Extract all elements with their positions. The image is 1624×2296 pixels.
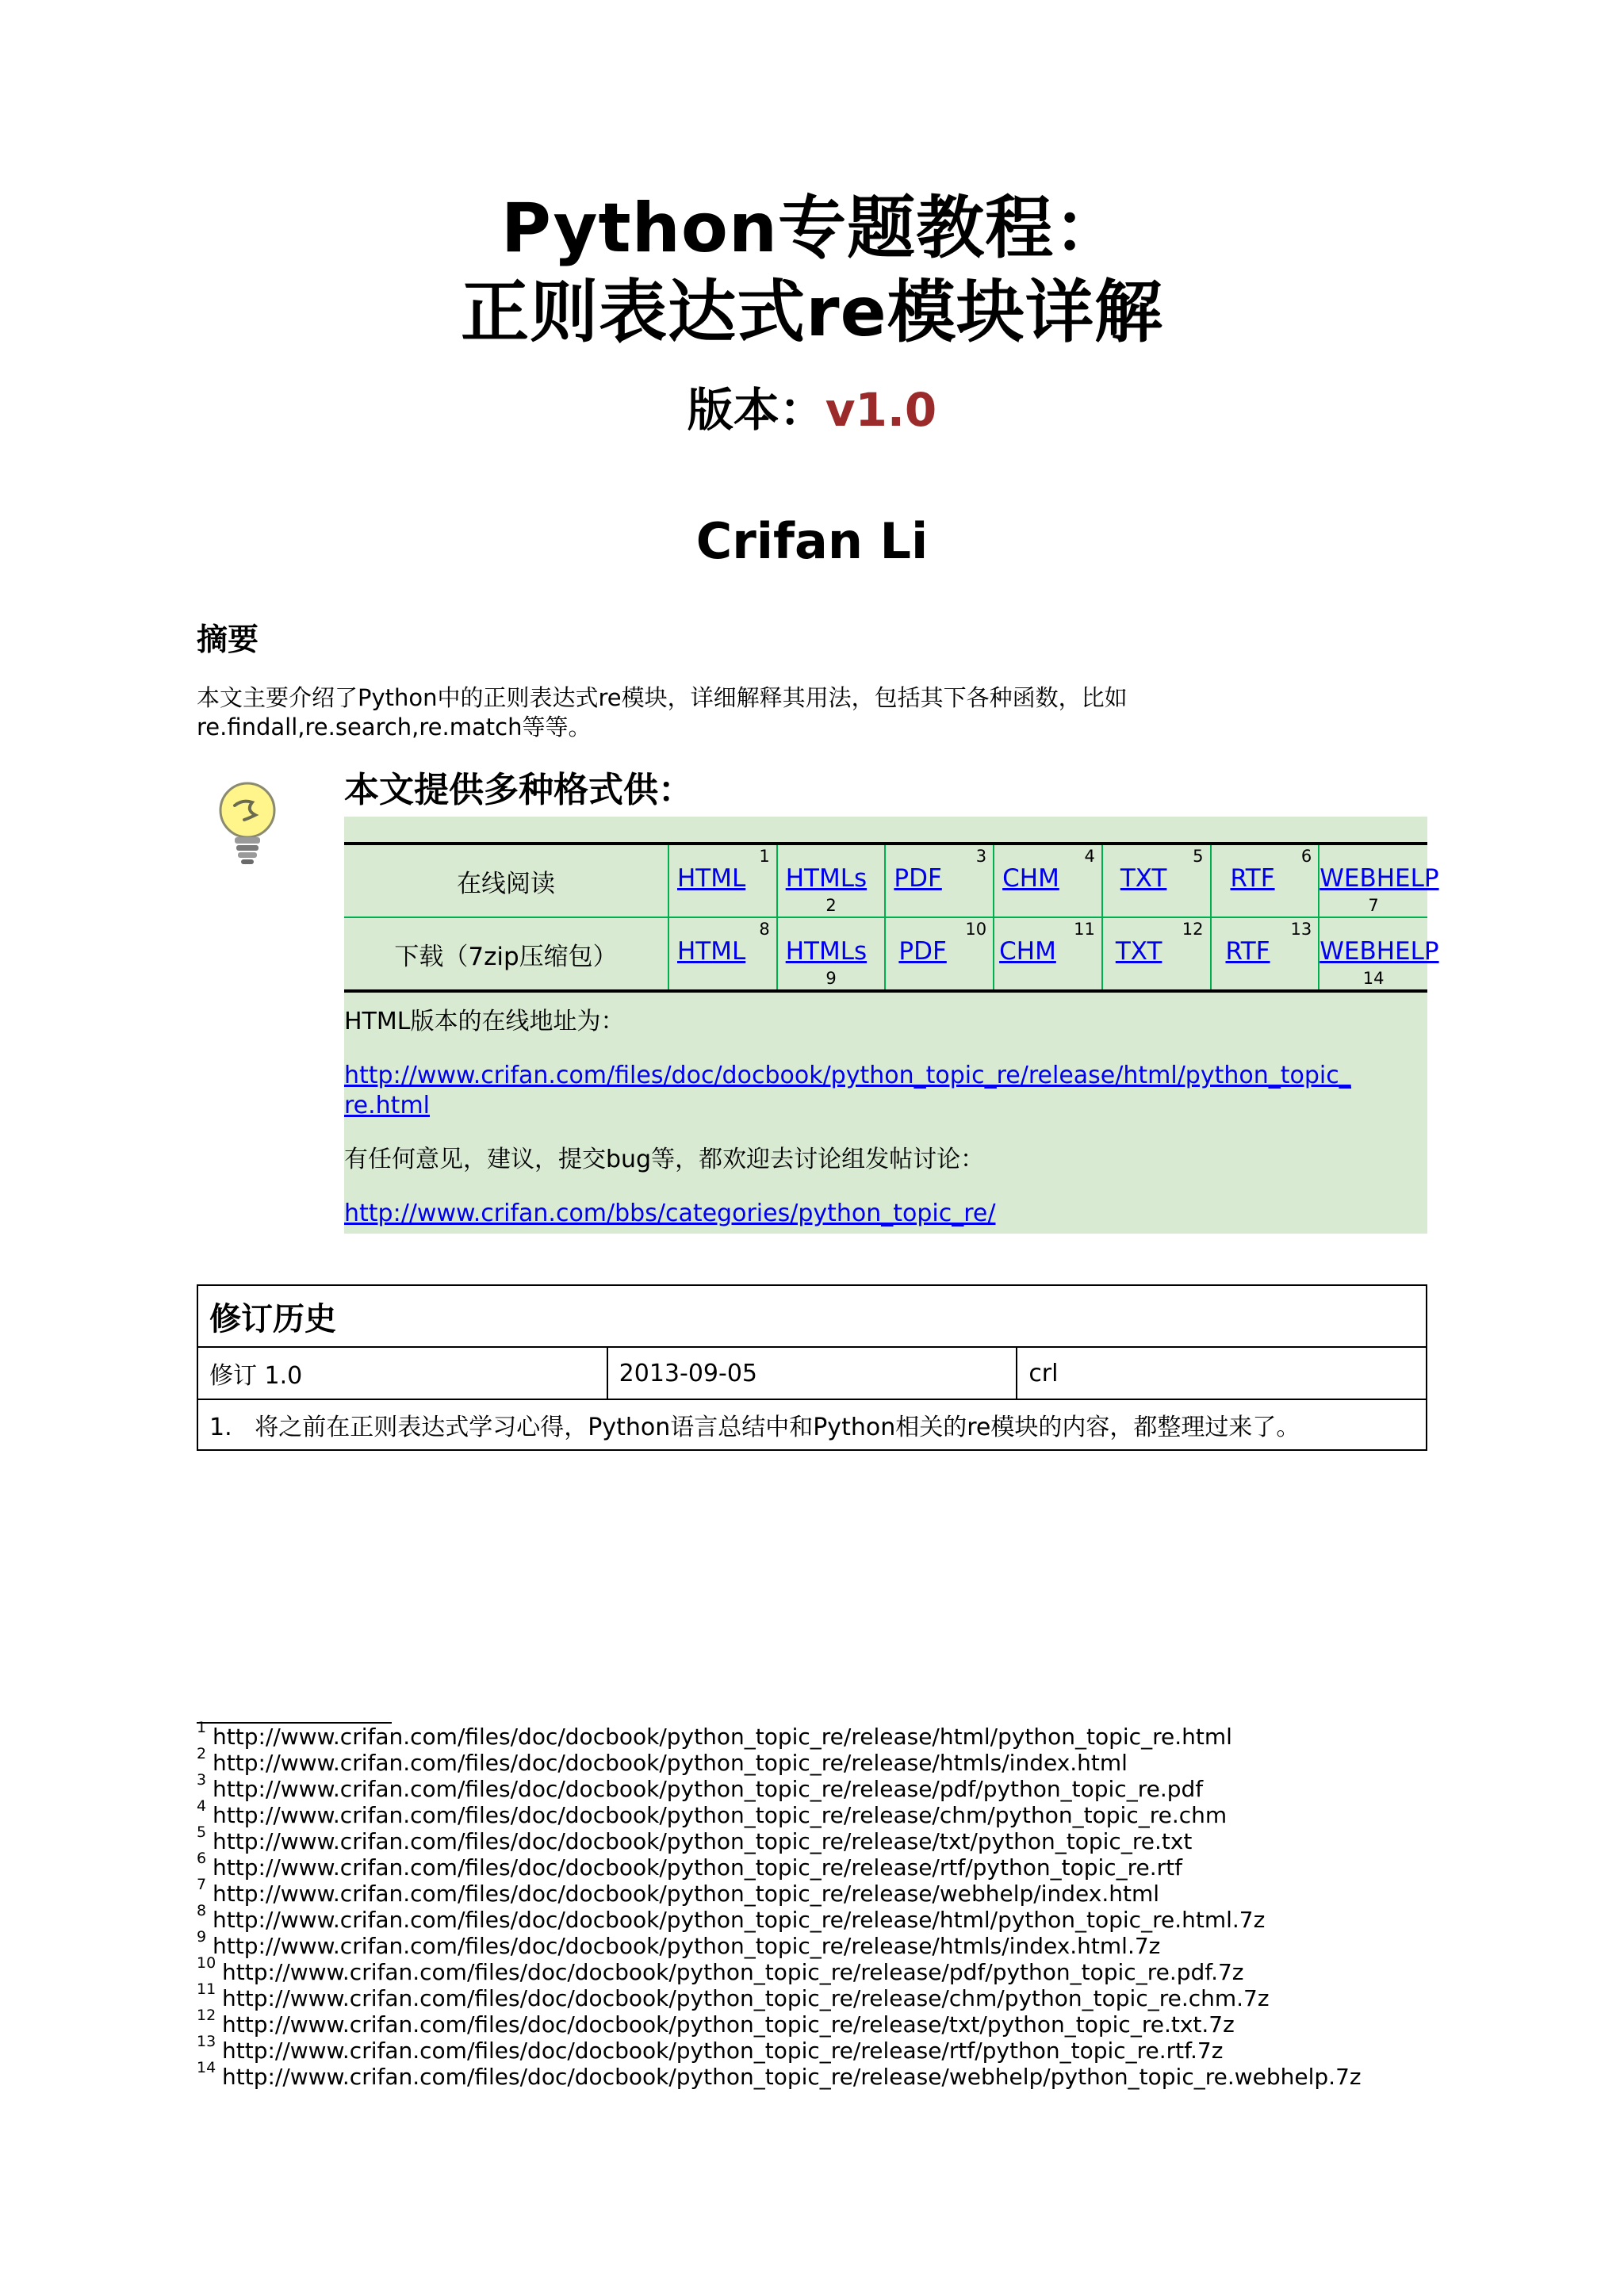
- link-online-html[interactable]: HTML: [677, 864, 746, 893]
- footnote-number: 6: [197, 1850, 207, 1867]
- footnote-ref[interactable]: 2: [825, 896, 837, 915]
- footnote-item: [197, 1954, 1545, 1985]
- footnote-url[interactable]: http://www.crifan.com/files/doc/docbook/python_topic_re/release/htmls/index.html: [213, 1750, 1128, 1776]
- footnote-number: 13: [197, 2033, 216, 2050]
- footnote-ref[interactable]: 12: [1182, 920, 1204, 939]
- link-download-chm[interactable]: CHM: [999, 937, 1056, 966]
- link-online-pdf[interactable]: PDF: [894, 864, 942, 893]
- footnote-number: 9: [197, 1928, 207, 1946]
- formats-box: [344, 817, 1439, 1234]
- footnote-url[interactable]: http://www.crifan.com/files/doc/docbook/python_topic_re/release/chm/python_topic_re.chm.7z: [222, 1985, 1270, 2011]
- footnote-item: [197, 2033, 1545, 2064]
- footnote-url[interactable]: http://www.crifan.com/files/doc/docbook/python_topic_re/release/txt/python_topic_re.txt.7z: [222, 2011, 1235, 2038]
- formats-heading: 本文提供多种格式供：: [344, 770, 693, 810]
- title-line-2: 正则表达式re模块详解: [461, 273, 1163, 352]
- link-online-chm[interactable]: CHM: [1002, 864, 1059, 893]
- footnote-item: [197, 1850, 1545, 1881]
- footnote-number: 2: [197, 1745, 207, 1762]
- online-address-link[interactable]: [344, 1061, 1375, 1121]
- footnote-ref[interactable]: 9: [825, 969, 837, 988]
- link-online-txt[interactable]: TXT: [1120, 864, 1167, 893]
- revision-date: 2013-09-05: [607, 1347, 1017, 1399]
- footnote-ref[interactable]: 6: [1300, 847, 1312, 866]
- footnote-number: 12: [197, 2007, 216, 2024]
- formats-row-download: [344, 917, 1427, 991]
- title-line-1: Python专题教程：: [500, 189, 1124, 268]
- author: Crifan Li: [695, 512, 929, 570]
- footnote-ref[interactable]: 14: [1362, 969, 1385, 988]
- footnote-ref[interactable]: 10: [965, 920, 987, 939]
- footnote-number: 10: [197, 1954, 216, 1972]
- footnote-ref[interactable]: 1: [759, 847, 770, 866]
- version-number: v1.0: [825, 383, 937, 437]
- footnote-item: [197, 1719, 1545, 1750]
- abstract-text: [197, 683, 1228, 742]
- footnote-item: [197, 2059, 1545, 2090]
- footnote-ref[interactable]: 8: [759, 920, 770, 939]
- footnote-url[interactable]: http://www.crifan.com/files/doc/docbook/python_topic_re/release/chm/python_topic_re.chm: [213, 1802, 1228, 1828]
- footnote-ref[interactable]: 13: [1290, 920, 1312, 939]
- footnote-url[interactable]: http://www.crifan.com/files/doc/docbook/python_topic_re/release/htmls/index.html.7z: [213, 1933, 1161, 1959]
- footnote-item: [197, 2007, 1545, 2038]
- link-online-htmls[interactable]: HTMLs: [785, 864, 868, 893]
- footnote-number: 4: [197, 1797, 207, 1815]
- footnote-number: 3: [197, 1771, 207, 1789]
- link-download-webhelp[interactable]: WEBHELP: [1320, 937, 1439, 966]
- footnote-ref[interactable]: 4: [1084, 847, 1095, 866]
- abstract-line-1: 本文主要介绍了Python中的正则表达式re模块，详细解释其用法，包括其下各种函数，比如: [197, 684, 1128, 711]
- footnote-ref[interactable]: 5: [1193, 847, 1204, 866]
- feedback-label: 有任何意见，建议，提交bug等，都欢迎去讨论组发帖讨论：: [344, 1146, 985, 1173]
- footnote-number: 14: [197, 2059, 216, 2076]
- formats-row-label: 在线阅读: [344, 844, 668, 917]
- footnote-url[interactable]: http://www.crifan.com/files/doc/docbook/python_topic_re/release/html/python_topic_re.html.7z: [213, 1907, 1266, 1933]
- footnote-item: [197, 1876, 1545, 1907]
- footnote-url[interactable]: http://www.crifan.com/files/doc/docbook/python_topic_re/release/webhelp/index.html: [213, 1881, 1160, 1907]
- footnote-url[interactable]: http://www.crifan.com/files/doc/docbook/python_topic_re/release/pdf/python_topic_re.pdf: [213, 1776, 1204, 1802]
- formats-row-online: [344, 844, 1427, 917]
- footnote-item: [197, 1902, 1545, 1933]
- link-download-html[interactable]: HTML: [677, 937, 746, 966]
- footnote-ref[interactable]: 3: [975, 847, 987, 866]
- footnote-ref[interactable]: 11: [1074, 920, 1095, 939]
- revision-history-table: [197, 1284, 1427, 1451]
- footnote-ref[interactable]: 7: [1368, 896, 1379, 915]
- footnote-number: 8: [197, 1902, 207, 1919]
- footnote-url[interactable]: http://www.crifan.com/files/doc/docbook/python_topic_re/release/rtf/python_topic_re.rtf: [213, 1854, 1183, 1881]
- link-download-htmls[interactable]: HTMLs: [785, 937, 868, 966]
- footnote-item: [197, 1980, 1545, 2011]
- lightbulb-icon: [213, 779, 282, 866]
- footnote-item: [197, 1928, 1545, 1959]
- footnote-item: [197, 1797, 1545, 1828]
- link-online-rtf[interactable]: RTF: [1230, 864, 1275, 893]
- footnote-url[interactable]: http://www.crifan.com/files/doc/docbook/python_topic_re/release/txt/python_topic_re.txt: [213, 1828, 1193, 1854]
- link-download-rtf[interactable]: RTF: [1225, 937, 1270, 966]
- revision-author: crl: [1017, 1347, 1427, 1399]
- footnote-url[interactable]: http://www.crifan.com/files/doc/docbook/python_topic_re/release/html/python_topic_re.html: [213, 1724, 1232, 1750]
- footnote-url[interactable]: http://www.crifan.com/files/doc/docbook/python_topic_re/release/webhelp/python_topic_re.webhelp.7z: [222, 2064, 1362, 2090]
- revision-history-heading: 修订历史: [197, 1285, 1427, 1347]
- footnote-url[interactable]: http://www.crifan.com/files/doc/docbook/python_topic_re/release/rtf/python_topic_re.rtf.7z: [222, 2038, 1224, 2064]
- footnote-item: [197, 1745, 1545, 1776]
- revision-note: 1. 将之前在正则表达式学习心得，Python语言总结中和Python相关的re模块的内容，都整理过来了。: [197, 1399, 1427, 1450]
- version-label: 版本：: [687, 383, 825, 437]
- footnote-item: [197, 1823, 1545, 1854]
- link-download-pdf[interactable]: PDF: [898, 937, 947, 966]
- feedback-link[interactable]: http://www.crifan.com/bbs/categories/python_topic_re/: [344, 1200, 996, 1227]
- footnote-number: 11: [197, 1980, 216, 1998]
- footnotes: [197, 1719, 1545, 2090]
- formats-row-label: 下载（7zip压缩包）: [344, 917, 668, 991]
- footnote-number: 7: [197, 1876, 207, 1893]
- footnote-number: 1: [197, 1719, 207, 1736]
- footnote-item: [197, 1771, 1545, 1802]
- revision-version: 修订 1.0: [197, 1347, 607, 1399]
- footnote-url[interactable]: http://www.crifan.com/files/doc/docbook/python_topic_re/release/pdf/python_topic_re.pdf.7z: [222, 1959, 1244, 1985]
- abstract-line-2: re.findall,re.search,re.match等等。: [197, 714, 592, 740]
- footnote-number: 5: [197, 1823, 207, 1841]
- online-address-label: HTML版本的在线地址为：: [344, 1008, 625, 1035]
- link-download-txt[interactable]: TXT: [1115, 937, 1162, 966]
- version-line: [0, 381, 1624, 439]
- formats-table: [344, 842, 1439, 993]
- online-address-line-2: re.html: [344, 1092, 431, 1119]
- online-address-line-1: http://www.crifan.com/files/doc/docbook/python_topic_re/release/html/python_topic_: [344, 1062, 1351, 1089]
- abstract-heading: 摘要: [197, 622, 259, 658]
- link-online-webhelp[interactable]: WEBHELP: [1320, 864, 1439, 893]
